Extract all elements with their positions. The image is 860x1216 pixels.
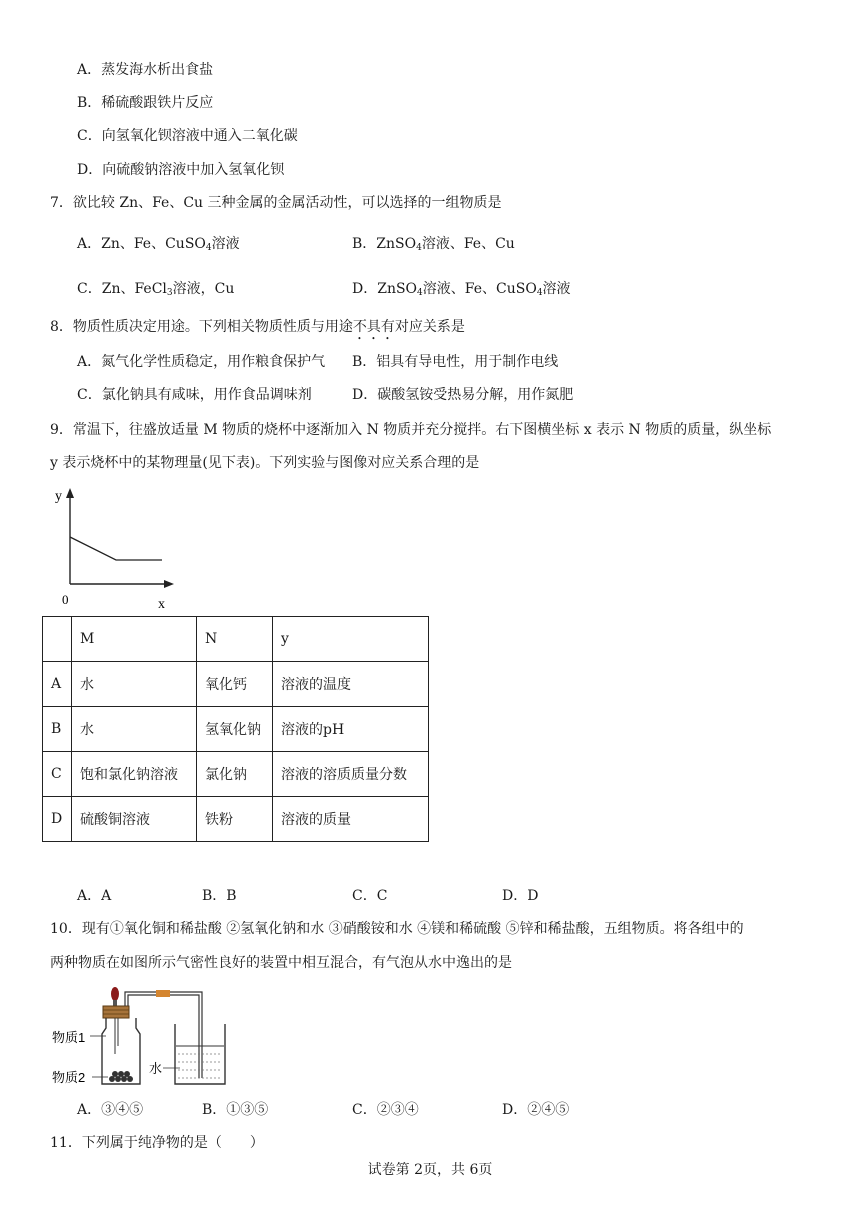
q10-stem-line2: 两种物质在如图所示气密性良好的装置中相互混合，有气泡从水中逸出的是 [50,955,512,971]
q10-stem-line1: 10．现有①氧化铜和稀盐酸 ②氢氧化钠和水 ③硝酸铵和水 ④镁和稀硫酸 ⑤锌和稀盐酸，五组物质。将各组中的 [50,921,744,937]
table-cell: N [197,617,273,662]
q9-graph [50,484,200,614]
q9-option-c: C．C [352,888,388,904]
table-cell: y [273,617,429,662]
table-cell: A [43,662,72,707]
table-row [43,617,429,662]
table-cell: 水 [72,662,197,707]
dropper-bulb [111,987,119,1001]
q9-table [42,616,429,842]
q6-option-b: B．稀硫酸跟铁片反应 [77,95,214,111]
table-cell: 铁粉 [197,797,273,842]
q8-option-d: D．碳酸氢铵受热易分解，用作氮肥 [352,387,574,403]
q8-option-c: C．氯化钠具有咸味，用作食品调味剂 [77,387,312,403]
q6-option-c: C．向氢氧化钡溶液中通入二氧化碳 [77,128,298,144]
table-cell: 溶液的pH [273,707,429,752]
q9-stem-line1: 9．常温下，往盛放适量 M 物质的烧杯中逐渐加入 N 物质并充分搅拌。右下图横坐标 x 表示 N 物质的质量，纵坐标 [50,422,772,438]
q8-option-a: A．氮气化学性质稳定，用作粮食保护气 [77,354,326,370]
table-row [43,662,429,707]
q7-option-b: B．ZnSO$_4$溶液、Fe、Cu [352,236,515,253]
solid-particles [109,1071,133,1082]
delivery-tube [125,992,202,1078]
q9-option-a: A．A [77,888,112,904]
table-cell: 硫酸铜溶液 [72,797,197,842]
table-cell: D [43,797,72,842]
x-axis-arrow [164,580,174,588]
q10-option-a: A．③④⑤ [77,1102,144,1118]
table-cell: 水 [72,707,197,752]
water-in-beaker [176,1046,224,1083]
y-axis-arrow [66,488,74,498]
page-footer: 试卷第 2页，共 6页 [367,1162,493,1178]
table-cell: 氧化钙 [197,662,273,707]
q7-option-d: D．ZnSO$_4$溶液、Fe、CuSO$_4$溶液 [352,281,571,298]
q8-option-b: B．铝具有导电性，用于制作电线 [352,354,559,370]
q6-option-a: A．蒸发海水析出食盐 [77,62,214,78]
q10-apparatus [50,984,240,1094]
table-cell: 溶液的温度 [273,662,429,707]
q10-option-b: B．①③⑤ [202,1102,269,1118]
table-cell [43,617,72,662]
label-water: 水 [149,1061,163,1076]
rubber-connector [156,990,170,997]
y-axis-label: y [55,489,62,504]
x-axis-label: x [158,597,165,612]
label-substance2: 物质2 [52,1070,86,1085]
table-cell: C [43,752,72,797]
q11-stem: 11．下列属于纯净物的是（ ） [50,1135,264,1151]
table-cell: 氯化钠 [197,752,273,797]
table-cell: 氢氧化钠 [197,707,273,752]
q8-stem: 8．物质性质决定用途。下列相关物质性质与用途不具有对应关系是 [50,319,465,335]
q9-option-d: D．D [502,888,539,904]
q7-stem: 7．欲比较 Zn、Fe、Cu 三种金属的金属活动性，可以选择的一组物质是 [50,195,502,211]
stopper [103,1006,129,1018]
table-cell: 饱和氯化钠溶液 [72,752,197,797]
table-cell: 溶液的溶质质量分数 [273,752,429,797]
table-cell: M [72,617,197,662]
table-cell: B [43,707,72,752]
q6-option-d: D．向硫酸钠溶液中加入氢氧化钡 [77,162,285,178]
q9-stem-line2: y 表示烧杯中的某物理量(见下表)。下列实验与图像对应关系合理的是 [50,455,480,471]
q10-option-c: C．②③④ [352,1102,419,1118]
q7-option-c: C．Zn、FeCl$_3$溶液，Cu [77,281,235,298]
table-row [43,797,429,842]
q10-option-d: D．②④⑤ [502,1102,570,1118]
q7-option-a: A．Zn、Fe、CuSO$_4$溶液 [77,236,240,253]
q9-curve [70,537,162,560]
dropper-neck [113,1000,117,1006]
q9-option-b: B．B [202,888,237,904]
origin-label: 0 [62,592,69,607]
table-cell: 溶液的质量 [273,797,429,842]
table-row [43,707,429,752]
table-row [43,752,429,797]
label-substance1: 物质1 [52,1030,86,1045]
